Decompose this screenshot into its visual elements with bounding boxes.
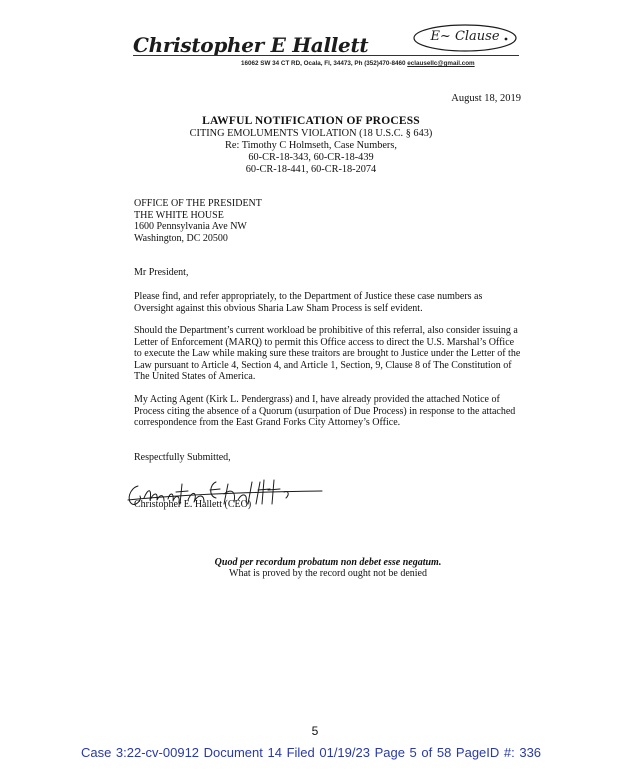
letterhead-contact (241, 60, 475, 67)
paragraph-3 (134, 394, 524, 429)
paragraph-1 (134, 291, 524, 314)
letterhead-name: Christopher E Hallett (133, 33, 369, 57)
page-number: 5 (311, 724, 319, 738)
paragraph-line: Please find, and refer appropriately, to the Department of Justice these case numbers as (134, 291, 483, 302)
paragraph-line: My Acting Agent (Kirk L. Pendergrass) and I, have already provided the attached Notice of (134, 394, 500, 405)
recipient-line: Washington, DC 20500 (134, 232, 228, 244)
paragraph-line: Letter of Enforcement (MARQ) to permit this Office access to direct the U.S. Marshal’s Office (134, 336, 515, 348)
recipient-line: OFFICE OF THE PRESIDENT (134, 198, 262, 209)
heading-line: 60-CR-18-343, 60-CR-18-439 (248, 152, 374, 163)
recipient-line: 1600 Pennsylvania Ave NW (134, 221, 247, 233)
heading-line: 60-CR-18-441, 60-CR-18-2074 (245, 164, 377, 175)
paragraph-line: Oversight against this obvious Sharia Law Sham Process is self evident. (134, 302, 423, 314)
eclause-logo-text: E~ Clause (430, 29, 500, 44)
paragraph-line: Law pursuant to Article 4, Section 4, and Article 1, Section, 9, Clause 8 of The Constitution of (134, 359, 512, 371)
document-title: LAWFUL NOTIFICATION OF PROCESS (202, 115, 420, 127)
signatory-name: Christopher E. Hallett (CEO) (134, 499, 252, 510)
paragraph-line: correspondence from the East Grand Forks City Attorney’s Office. (134, 417, 401, 429)
heading-line: Re: Timothy C Holmseth, Case Numbers, (225, 140, 397, 151)
heading-line: CITING EMOLUMENTS VIOLATION (18 U.S.C. § 643) (189, 128, 433, 139)
paragraph-line: Should the Department’s current workload be prohibitive of this referral, also consider issuing a (134, 325, 518, 336)
letterhead-rule (133, 55, 519, 56)
case-filing-footer: Case 3:22-cv-00912 Document 14 Filed 01/19/23 Page 5 of 58 PageID #: 336 (80, 745, 542, 760)
paragraph-line: to execute the Law while making sure these traitors are brought to Justice under the Letter of the (134, 348, 521, 360)
salutation: Mr President, (134, 267, 189, 278)
heading-lines (0, 128, 622, 176)
recipient-line: THE WHITE HOUSE (134, 209, 224, 221)
paragraph-2 (134, 325, 524, 383)
recipient-address (134, 198, 524, 244)
paragraph-line: The United States of America. (134, 371, 256, 383)
motto-translation: What is proved by the record ought not be denied (229, 568, 427, 579)
letterhead-address: 16062 SW 34 CT RD, Ocala, Fl, 34473, Ph (352)470-8460 (241, 60, 406, 67)
letterhead-email[interactable]: eclausellc@gmail.com (407, 60, 475, 67)
letter-date: August 18, 2019 (451, 93, 521, 104)
paragraph-line: Process citing the absence of a Quorum (usurpation of Due Process) in response to the attached (134, 405, 516, 417)
closing: Respectfully Submitted, (134, 452, 231, 463)
latin-motto: Quod per recordum probatum non debet esse negatum. (214, 557, 442, 568)
